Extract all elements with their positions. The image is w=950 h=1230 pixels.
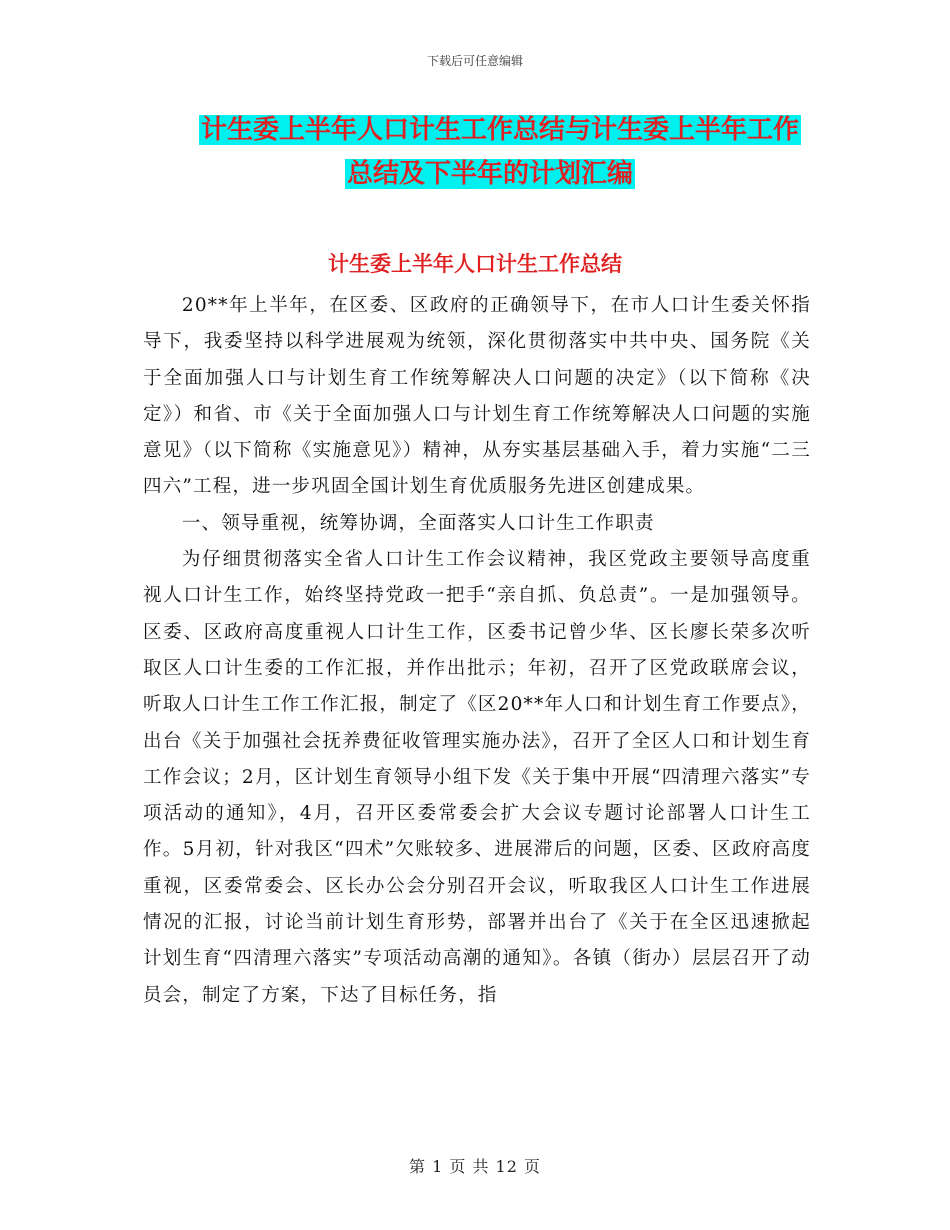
paragraph-leadership: 为仔细贯彻落实全省人口计生工作会议精神，我区党政主要领导高度重视人口计生工作，始终坚持党政一把手“亲自抓、负总责”。一是加强领导。区委、区政府高度重视人口计生工作，区委书记曾少华、区长廖长荣多次听取区人口计生委的工作汇报，并作出批示；年初，召开了区党政联席会议，听取人口计生工作工作汇报，制定了《区20**年人口和计划生育工作要点》，出台《关于加强社会抚养费征收管理实施办法》，召开了全区人口和计划生育工作会议；2月，区计划生育领导小组下发《关于集中开展“四清理六落实”专项活动的通知》，4月，召开区委常委会扩大会议专题讨论部署人口计生工作。5月初，针对我区“四术”欠账较多、进展滞后的问题，区委、区政府高度重视，区委常委会、区长办公会分别召开会议，听取我区人口计生工作进展情况的汇报，讨论当前计划生育形势，部署并出台了《关于在全区迅速掀起计划生育“四清理六落实”专项活动高潮的通知》。各镇（街办）层层召开了动员会，制定了方案，下达了目标任务，指 — [143, 549, 811, 1006]
paragraph-intro: 20**年上半年，在区委、区政府的正确领导下，在市人口计生委关怀指导下，我委坚持以科学进展观为统领，深化贯彻落实中共中央、国务院《关于全面加强人口与计划生育工作统筹解决人口问题的决定》（以下简称《决定》）和省、市《关于全面加强人口与计划生育工作统筹解决人口问题的实施意见》（以下简称《实施意见》）精神，从夯实基层基础入手，着力实施“二三四六”工程，进一步巩固全国计划生育优质服务先进区创建成果。 — [143, 295, 811, 498]
document-body — [143, 288, 811, 1014]
section-title: 计生委上半年人口计生工作总结 — [328, 252, 622, 276]
document-title-text-2: 总结及下半年的计划汇编 — [346, 159, 633, 189]
document-title-text-1: 计生委上半年人口计生工作总结与计生委上半年工作 — [200, 115, 799, 145]
document-title-line-1 — [0, 111, 950, 149]
page-number: 第 1 页 共 12 页 — [409, 1157, 541, 1176]
header-note: 下载后可任意编辑 — [426, 54, 523, 68]
paragraph-heading-1: 一、领导重视，统筹协调，全面落实人口计生工作职责 — [181, 512, 655, 534]
document-title-line-2 — [0, 155, 950, 193]
